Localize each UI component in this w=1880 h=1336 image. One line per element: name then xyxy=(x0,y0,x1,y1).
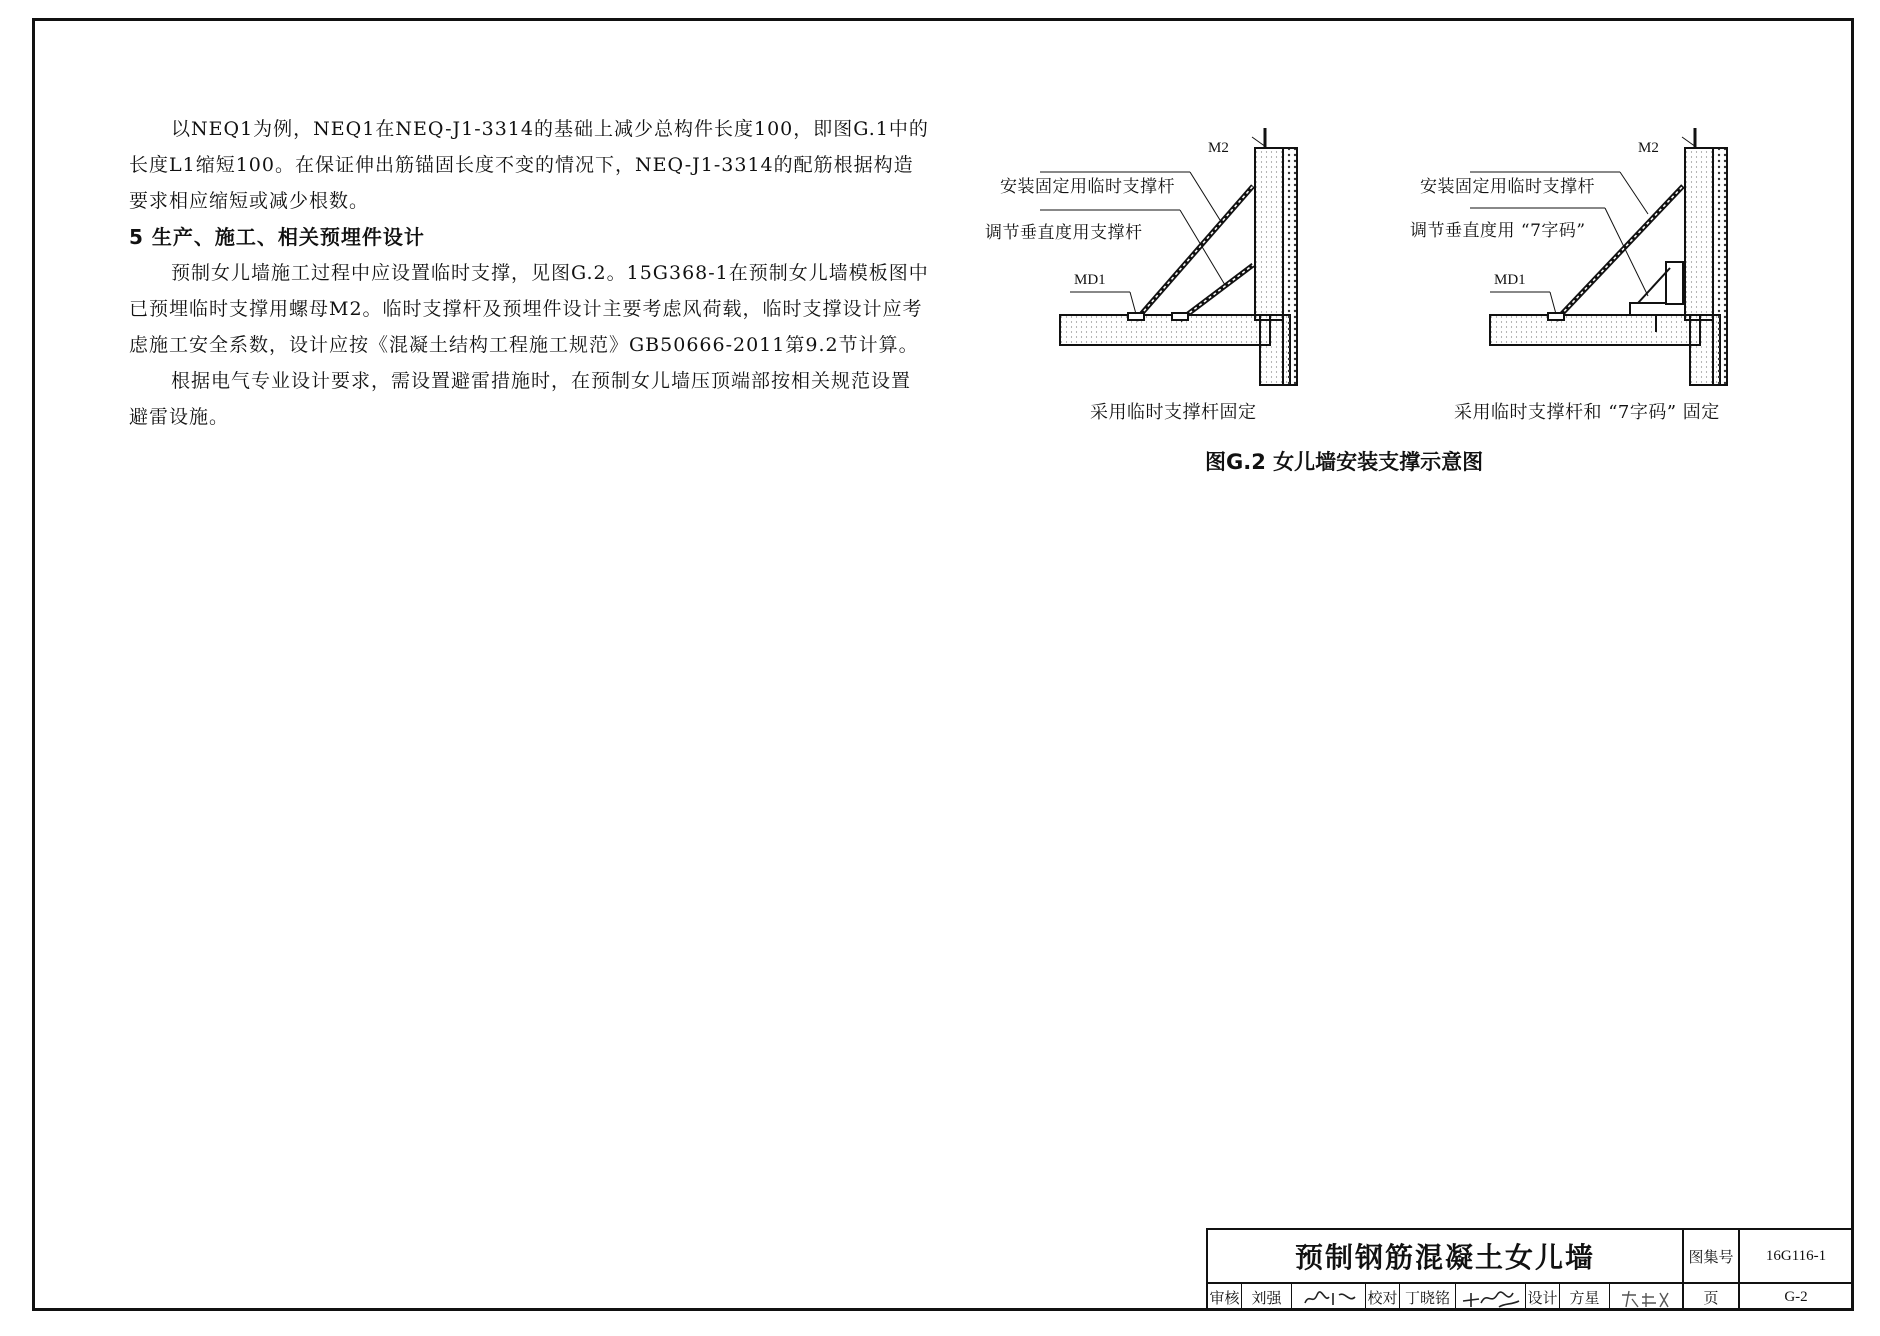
atlas-number: 16G116-1 xyxy=(1740,1230,1852,1284)
left-diagram-drawing xyxy=(1040,110,1320,430)
checker-name: 丁晓铭 xyxy=(1400,1284,1456,1311)
design-label: 设计 xyxy=(1526,1284,1560,1311)
figure-right xyxy=(1410,110,1770,450)
right-m2-label: M2 xyxy=(1638,140,1659,156)
right-caption: 采用临时支撑杆和 “7字码” 固定 xyxy=(1454,402,1720,423)
title-block xyxy=(1206,1228,1854,1311)
left-label-2: 调节垂直度用支撑杆 xyxy=(985,223,1143,243)
right-label-2: 调节垂直度用 “7字码” xyxy=(1410,221,1586,241)
body-text xyxy=(129,111,929,435)
signature-icon xyxy=(1459,1287,1523,1309)
parapet-wall xyxy=(1255,148,1283,320)
checker-signature xyxy=(1456,1284,1526,1311)
figure-title: 图G.2 女儿墙安装支撑示意图 xyxy=(1205,450,1484,474)
figure-left xyxy=(985,110,1320,450)
left-md1-label: MD1 xyxy=(1074,272,1106,288)
paragraph-2: 预制女儿墙施工过程中应设置临时支撑，见图G.2。15G368-1在预制女儿墙模板图中已预埋临时支撑用螺母M2。临时支撑杆及预埋件设计主要考虑风荷载，临时支撑设计应考虑施工安全系数，设计应按《混凝土结构工程施工规范》GB50666-2011第9.2节计算。 xyxy=(129,262,929,356)
check-label: 校对 xyxy=(1366,1284,1400,1311)
review-label: 审核 xyxy=(1208,1284,1242,1311)
insulation-layer xyxy=(1283,148,1297,385)
section-heading: 5 生产、施工、相关预埋件设计 xyxy=(129,225,425,249)
left-m2-label: M2 xyxy=(1208,140,1229,156)
paragraph-1: 以NEQ1为例，NEQ1在NEQ-J1-3314的基础上减少总构件长度100，即图G.1中的长度L1缩短100。在保证伸出筋锚固长度不变的情况下，NEQ-J1-3314的配筋根据构造要求相应缩短或减少根数。 xyxy=(129,118,929,212)
floor-slab xyxy=(1060,315,1270,345)
reviewer-signature xyxy=(1292,1284,1366,1311)
right-diagram-drawing xyxy=(1470,110,1770,430)
right-md1-label: MD1 xyxy=(1494,272,1526,288)
page-number: G-2 xyxy=(1784,1289,1808,1305)
reviewer-name: 刘强 xyxy=(1242,1284,1292,1311)
signature-icon xyxy=(1616,1287,1676,1309)
right-label-1: 安装固定用临时支撑杆 xyxy=(1420,177,1595,197)
designer-name: 方星 xyxy=(1560,1284,1610,1311)
drawing-title: 预制钢筋混凝土女儿墙 xyxy=(1208,1230,1684,1284)
left-caption: 采用临时支撑杆固定 xyxy=(1090,402,1257,423)
atlas-label: 图集号 xyxy=(1684,1230,1740,1284)
left-label-1: 安装固定用临时支撑杆 xyxy=(1000,177,1175,197)
designer-signature xyxy=(1610,1284,1684,1311)
paragraph-3: 根据电气专业设计要求，需设置避雷措施时，在预制女儿墙压顶端部按相关规范设置避雷设施。 xyxy=(129,370,912,428)
page-label: 页 xyxy=(1684,1284,1740,1311)
signature-icon xyxy=(1299,1287,1359,1309)
